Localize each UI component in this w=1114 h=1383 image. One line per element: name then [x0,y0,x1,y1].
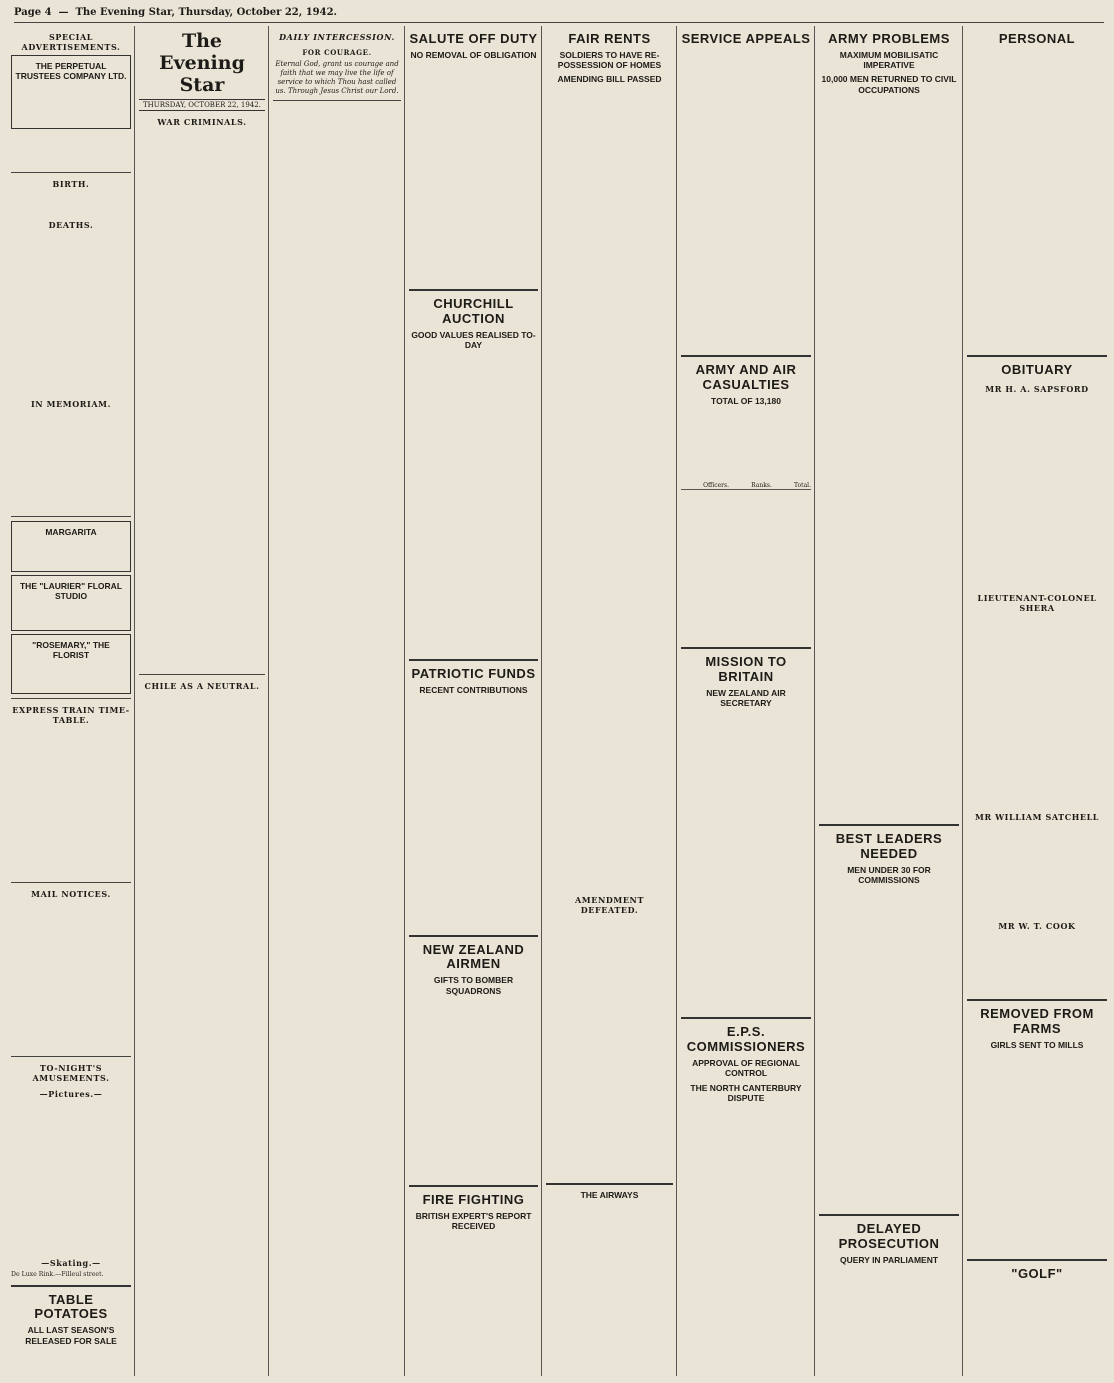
for-courage: FOR COURAGE. [302,48,372,57]
obituary-name: MR H. A. SAPSFORD [985,383,1089,394]
amendment-defeated: AMENDMENT DEFEATED. [574,894,645,915]
golf-heading: "GOLF" [1011,1265,1063,1281]
eps-subheading: APPROVAL OF REGIONAL CONTROL [692,1058,800,1079]
rents-heading: FAIR RENTS [568,31,651,46]
column-2 [136,26,268,1378]
mail-heading: MAIL NOTICES. [31,889,111,900]
best-leaders-subheading: MEN UNDER 30 FOR COMMISSIONS [847,864,931,885]
column-5 [543,26,676,1378]
fire-heading: FIRE FIGHTING [422,1191,525,1207]
column-7 [816,26,962,1378]
eps-subheading-2: THE NORTH CANTERBURY DISPUTE [690,1082,802,1103]
airmen-subheading: GIFTS TO BOMBER SQUADRONS [433,975,514,996]
special-ads-heading: SPECIAL ADVERTISEMENTS. [21,32,121,52]
delayed-subheading: QUERY IN PARLIAMENT [839,1254,939,1265]
margarita-ad: MARGARITA [45,527,97,538]
page-number: Page 4 [14,7,52,18]
column-8 [964,26,1110,1378]
running-title: The Evening Star, Thursday, October 22, 1942. [75,7,338,18]
service-appeals-heading: SERVICE APPEALS [681,31,811,46]
column-3 [270,26,404,1378]
eps-heading: E.P.S. COMMISSIONERS [686,1024,806,1055]
intercession-heading: DAILY INTERCESSION. [279,32,395,42]
patriotic-heading: PATRIOTIC FUNDS [411,666,536,682]
perpetual-trustees: THE PERPETUAL TRUSTEES COMPANY LTD. [15,61,127,82]
churchill-subheading: GOOD VALUES REALISED TO-DAY [411,330,536,351]
prayer-text: Eternal God, grant us courage and faith that we may live the life of service to which Thou hast called us. Through Jesus Christ our Lord. [275,60,399,96]
pictures-heading: —Pictures.— [39,1089,103,1100]
table-header: Total. [794,482,811,489]
airways-heading: THE AIRWAYS [580,1189,639,1200]
skating-heading: —Skating.— [41,1258,101,1269]
army-subheading: MAXIMUM MOBILISATIC IMPERATIVE [839,49,939,71]
war-criminals-heading: WAR CRIMINALS. [157,117,247,127]
column-1 [8,26,134,1378]
mission-subheading: NEW ZEALAND AIR SECRETARY [706,687,786,709]
obituary-heading: OBITUARY [1001,361,1073,377]
airmen-heading: NEW ZEALAND AIRMEN [422,941,525,972]
mission-heading: MISSION TO BRITAIN [705,654,787,684]
column-6 [678,26,814,1378]
table-header: Officers. [703,482,730,489]
deaths-heading: DEATHS. [48,220,94,231]
farms-subheading: GIRLS SENT TO MILLS [990,1039,1084,1050]
personal-heading: PERSONAL [998,31,1076,46]
running-head: Page 4 — The Evening Star, Thursday, October 22, 1942. [14,4,1104,23]
salute-heading: SALUTE OFF DUTY [409,31,538,46]
chile-heading: CHILE AS A NEUTRAL. [144,681,260,691]
memoriam-heading: IN MEMORIAM. [30,399,112,410]
farms-heading: REMOVED FROM FARMS [980,1005,1094,1036]
births-heading: BIRTH. [52,179,90,190]
delayed-heading: DELAYED PROSECUTION [838,1220,940,1251]
express-heading: EXPRESS TRAIN TIME-TABLE. [12,705,130,726]
rents-subheading-2: AMENDING BILL PASSED [557,74,662,85]
masthead: The Evening Star [159,30,245,96]
casualty-table [681,482,811,490]
table-header: Ranks. [751,482,772,489]
rosemary-ad: "ROSEMARY," THE FLORIST [32,639,110,661]
laurier-ad: THE "LAURIER" FLORAL STUDIO [19,580,123,601]
patriotic-subheading: RECENT CONTRIBUTIONS [419,685,528,696]
fire-subheading: BRITISH EXPERT'S REPORT RECEIVED [415,1210,532,1231]
obituary-name: LIEUTENANT-COLONEL SHERA [977,592,1097,613]
dateline: THURSDAY, OCTOBER 22, 1942. [139,99,265,111]
casualties-heading: ARMY AND AIR CASUALTIES [695,361,797,392]
amusements-heading: TO-NIGHT'S AMUSEMENTS. [32,1063,110,1084]
army-problems-heading: ARMY PROBLEMS [828,31,950,46]
column-4 [406,26,541,1378]
rents-subheading: SOLDIERS TO HAVE RE-POSSESSION OF HOMES [557,49,662,71]
salute-subheading: NO REMOVAL OF OBLIGATION [410,49,537,60]
best-leaders-heading: BEST LEADERS NEEDED [835,830,943,861]
potatoes-subheading: ALL LAST SEASON'S RELEASED FOR SALE [25,1325,117,1346]
obituary-name: MR WILLIAM SATCHELL [974,811,1100,822]
obituary-name: MR W. T. COOK [998,920,1076,931]
army-subheading-2: 10,000 MEN RETURNED TO CIVIL OCCUPATIONS [821,74,957,95]
potatoes-heading: TABLE POTATOES [34,1291,108,1322]
delux-rink: De Luxe Rink.—Filleul street. [11,1271,104,1279]
casualties-subheading: TOTAL OF 13,180 [711,395,781,406]
churchill-heading: CHURCHILL AUCTION [433,296,514,327]
